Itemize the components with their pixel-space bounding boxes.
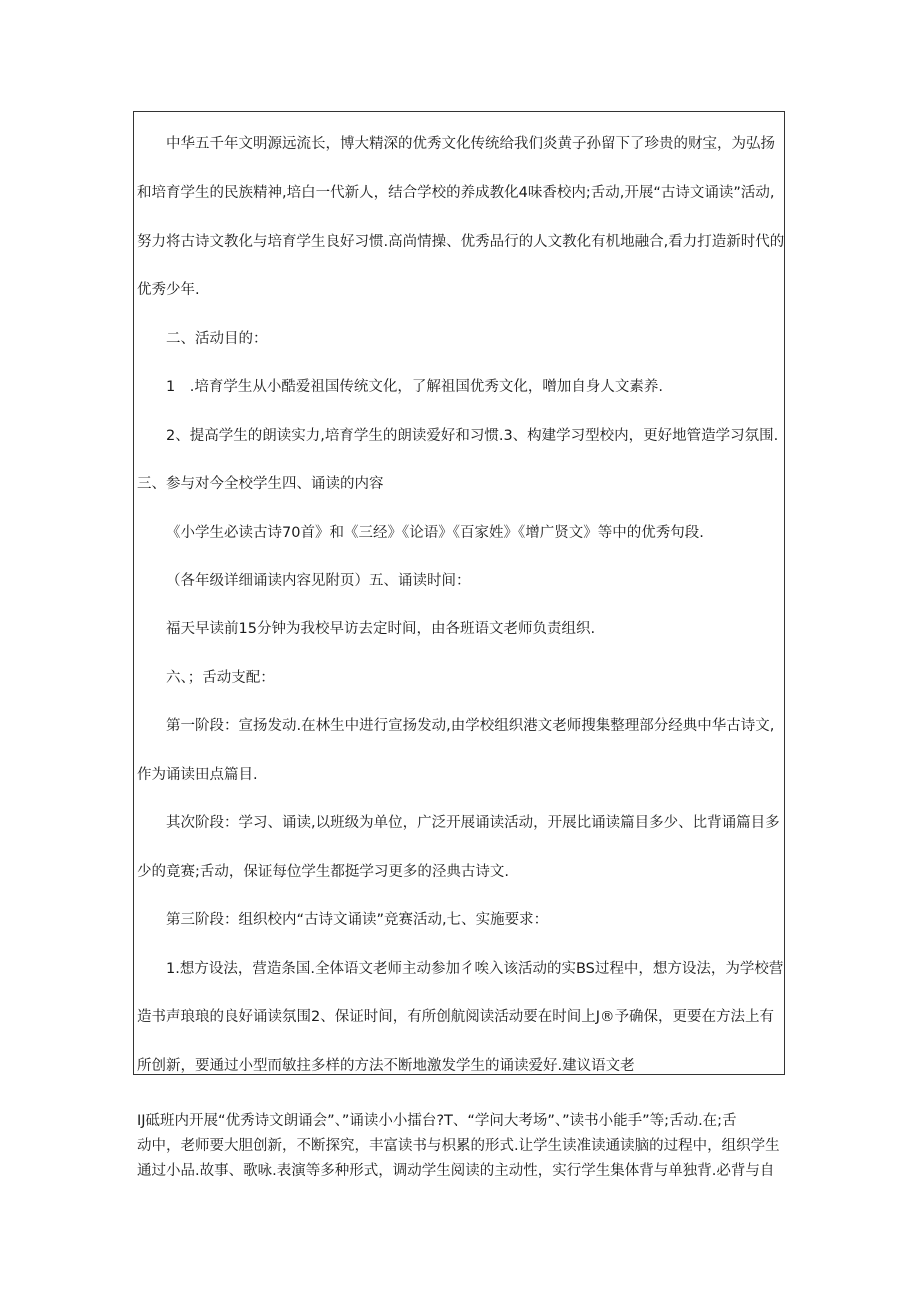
paragraph-line: 第三阶段：组织校内“古诗文诵读”竞赛活动,七、实施要求： bbox=[166, 912, 549, 928]
paragraph-line: 1 .培育学生从小酷爱祖国传统文化，了解祖国优秀文化，噌加自身人文素养. bbox=[166, 379, 663, 395]
paragraph-line: 福天早读前15分钟为我校早访去定时间，由各班语文老师负责组织. bbox=[166, 621, 596, 637]
paragraph-line: 和培育学生的民族精神,培白一代新人，结合学校的养成教化4味香校内;舌动,开展“古诗文诵读”活动, bbox=[137, 185, 775, 201]
paragraph-line: 其次阶段：学习、诵读,以班级为单位，广泛开展诵读活动，开展比诵读篇目多少、比背诵篇目多 bbox=[166, 815, 780, 831]
paragraph-line: 努力将古诗文教化与培育学生良好习惯.高尚情操、优秀品行的人文教化有机地融合,看力打造新时代的 bbox=[137, 234, 785, 250]
paragraph-line: 造书声琅琅的良好诵读氛围2、保证时间，有所创航阅读活动要在时间上J®予确保，更要在方法上有 bbox=[137, 1009, 774, 1025]
paragraph-line: 少的竟赛;舌动，保证每位学生都挺学习更多的泾典古诗文. bbox=[137, 864, 509, 880]
paragraph-line: 优秀少年. bbox=[137, 282, 200, 298]
paragraph-line: IJ砥班内开展“优秀诗文朗诵会”、”诵读小小擂台?T、“学问大考场”、”读书小能手”等;舌动.在;舌 bbox=[137, 1113, 737, 1129]
paragraph-line: 第一阶段：宣扬发动.在林生中进行宣扬发动,由学校组织港文老师搜集整理部分经典中华古诗文, bbox=[166, 718, 775, 734]
section-heading: 三、参与对今全校学生四、诵读的内容 bbox=[137, 476, 384, 492]
paragraph-line: 动中，老师要大胆创新，不断探究，丰富读书与枳累的形式.让学生读准读通读脑的过程中，组织学生 bbox=[137, 1138, 780, 1154]
section-heading: 二、活动目的： bbox=[166, 331, 268, 347]
paragraph-line: 通过小品.故事、歌咏.表演等多种形式，调动学生阅读的主动性，实行学生集体背与单独背.必背与自 bbox=[137, 1163, 775, 1179]
content-box bbox=[133, 111, 785, 1075]
paragraph-line: 所创新，要通过小型而敏拄多样的方法不断地激发学生的诵读爱好.建议语文老 bbox=[137, 1058, 635, 1074]
paragraph-line: （各年级详细诵读内容见附页）五、诵读时间： bbox=[166, 573, 471, 589]
paragraph-line: 作为诵读田点篇目. bbox=[137, 767, 258, 783]
paragraph-line: 2、提高学生的朗读实力,培育学生的朗读爱好和习惯.3、构建学习型校内，更好地管造学习氛围. bbox=[166, 428, 779, 444]
section-heading: 六、；舌动支配： bbox=[166, 670, 275, 686]
paragraph-line: 《小学生必读古诗70首》和《三经》《论语》《百家姓》《增广贤文》等中的优秀句段. bbox=[166, 525, 704, 541]
paragraph-line: 中华五千年文明源远流长，博大精深的优秀文化传统给我们炎黄子孙留下了珍贵的财宝，为弘扬 bbox=[166, 136, 775, 152]
paragraph-line: 1.想方设法，营造条国.全体语文老师主动参加彳唉入该活动的实BS过程中，想方设法，为学校营 bbox=[166, 961, 784, 977]
